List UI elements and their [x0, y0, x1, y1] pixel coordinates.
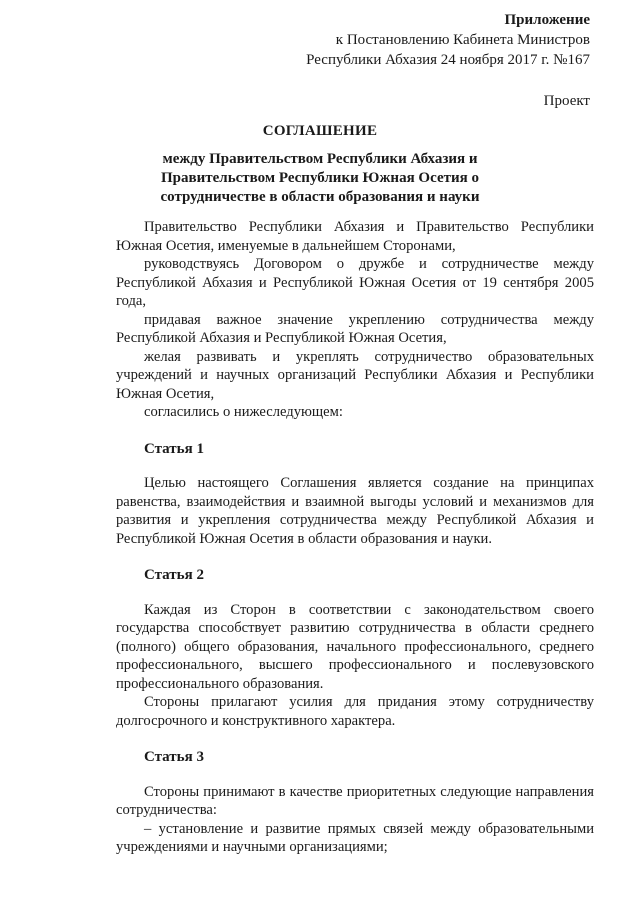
document-subtitle: [0, 150, 640, 207]
article-3-paragraph: – установление и развитие прямых связей между образовательными учреждениями и научными организациями;: [116, 820, 594, 855]
preamble-paragraph: руководствуясь Договором о дружбе и сотрудничестве между Республикой Абхазия и Республикой Южная Осетия от 19 сентября 2005 года,: [116, 256, 594, 309]
document-body: [116, 218, 594, 857]
appendix-header: [306, 10, 590, 70]
appendix-label: Приложение: [504, 12, 590, 28]
preamble-paragraph: Правительство Республики Абхазия и Правительство Республики Южная Осетия, именуемые в дальнейшем Сторонами,: [116, 219, 594, 254]
subtitle-line-1: между Правительством Республики Абхазия и: [162, 151, 478, 167]
preamble-paragraph: придавая важное значение укреплению сотрудничества между Республикой Абхазия и Республикой Южная Осетия,: [116, 311, 594, 346]
article-2-title: Статья 2: [144, 567, 204, 583]
project-label: Проект: [543, 93, 590, 109]
article-1-title: Статья 1: [144, 440, 204, 457]
subtitle-line-2: Правительством Республики Южная Осетия о: [161, 170, 479, 186]
article-1-paragraph: Целью настоящего Соглашения является создание на принципах равенства, взаимодействия и взаимной выгоды условий и механизмов для развития и укрепления сотрудничества между Республикой Абхазия и Республикой Южная Осетия в области образования и науки.: [116, 475, 594, 547]
subtitle-line-3: сотрудничестве в области образования и науки: [160, 189, 480, 205]
document-title: СОГЛАШЕНИЕ: [262, 123, 378, 139]
article-2-paragraph: Каждая из Сторон в соответствии с законодательством своего государства способствует развитию сотрудничества в области среднего (полного) общего образования, начального профессионального, среднего профессионального, высшего профессионального и послевузовского профессионального образования.: [116, 601, 594, 692]
preamble-paragraph: согласились о нижеследующем:: [144, 404, 343, 420]
appendix-line-1: к Постановлению Кабинета Министров: [335, 32, 590, 48]
appendix-line-2: Республики Абхазия 24 ноября 2017 г. №167: [306, 52, 590, 68]
preamble-paragraph: желая развивать и укреплять сотрудничество образовательных учреждений и научных организаций Республики Абхазия и Республики Южная Осетия,: [116, 348, 594, 402]
article-3-paragraph: Стороны принимают в качестве приоритетных следующие направления сотрудничества:: [116, 783, 594, 818]
article-2-paragraph: Стороны прилагают усилия для придания этому сотрудничеству долгосрочного и конструктивного характера.: [116, 694, 594, 729]
article-3-title: Статья 3: [144, 749, 204, 765]
